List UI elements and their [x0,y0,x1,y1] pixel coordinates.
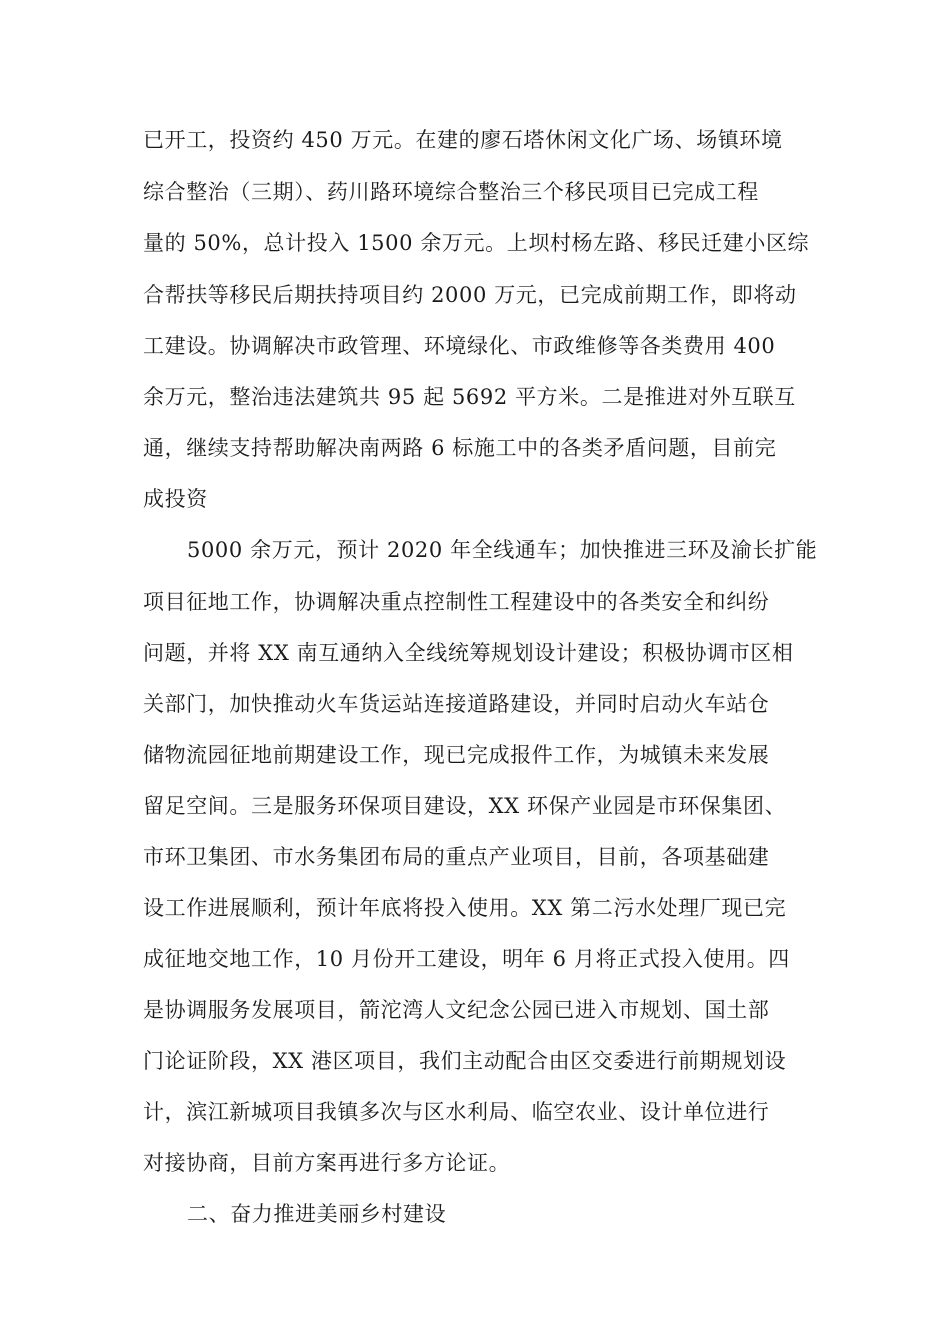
body-text-line: 综合整治（三期）、药川路环境综合整治三个移民项目已完成工程 [143,180,759,204]
body-text-line: 对接协商，目前方案再进行多方论证。 [143,1151,511,1175]
body-text-line: 市环卫集团、市水务集团布局的重点产业项目，目前，各项基础建 [143,845,770,869]
body-text-line: 设工作进展顺利，预计年底将投入使用。XX 第二污水处理厂现已完 [143,896,787,920]
paragraph-start-line: 5000 余万元，预计 2020 年全线通车；加快推进三环及渝长扩能 [187,538,818,562]
body-text-line: 成投资 [143,487,208,511]
body-text-line: 工建设。协调解决市政管理、环境绿化、市政维修等各类费用 400 [143,334,776,358]
body-text-line: 成征地交地工作，10 月份开工建设，明年 6 月将正式投入使用。四 [143,947,790,971]
body-text-line: 问题，并将 XX 南互通纳入全线统筹规划设计建设；积极协调市区相 [143,641,794,665]
body-text-line: 已开工，投资约 450 万元。在建的廖石塔休闲文化广场、场镇环境 [143,128,783,152]
body-text-line: 项目征地工作，协调解决重点控制性工程建设中的各类安全和纠纷 [143,590,770,614]
body-text-line: 是协调服务发展项目，箭沱湾人文纪念公园已进入市规划、国土部 [143,998,770,1022]
body-text-line: 门论证阶段，XX 港区项目，我们主动配合由区交委进行前期规划设 [143,1049,787,1073]
body-text-line: 通，继续支持帮助解决南两路 6 标施工中的各类矛盾问题，目前完 [143,436,777,460]
body-text-line: 合帮扶等移民后期扶持项目约 2000 万元，已完成前期工作，即将动 [143,283,797,307]
body-text-line: 量的 50%，总计投入 1500 余万元。上坝村杨左路、移民迁建小区综 [143,231,810,255]
body-text-line: 关部门，加快推动火车货运站连接道路建设，并同时启动火车站仓 [143,692,770,716]
section-heading: 二、奋力推进美丽乡村建设 [187,1202,447,1226]
body-text-line: 计，滨江新城项目我镇多次与区水利局、临空农业、设计单位进行 [143,1100,770,1124]
body-text-line: 留足空间。三是服务环保项目建设，XX 环保产业园是市环保集团、 [143,794,787,818]
body-text-line: 储物流园征地前期建设工作，现已完成报件工作，为城镇未来发展 [143,743,770,767]
body-text-line: 余万元，整治违法建筑共 95 起 5692 平方米。二是推进对外互联互 [143,385,796,409]
